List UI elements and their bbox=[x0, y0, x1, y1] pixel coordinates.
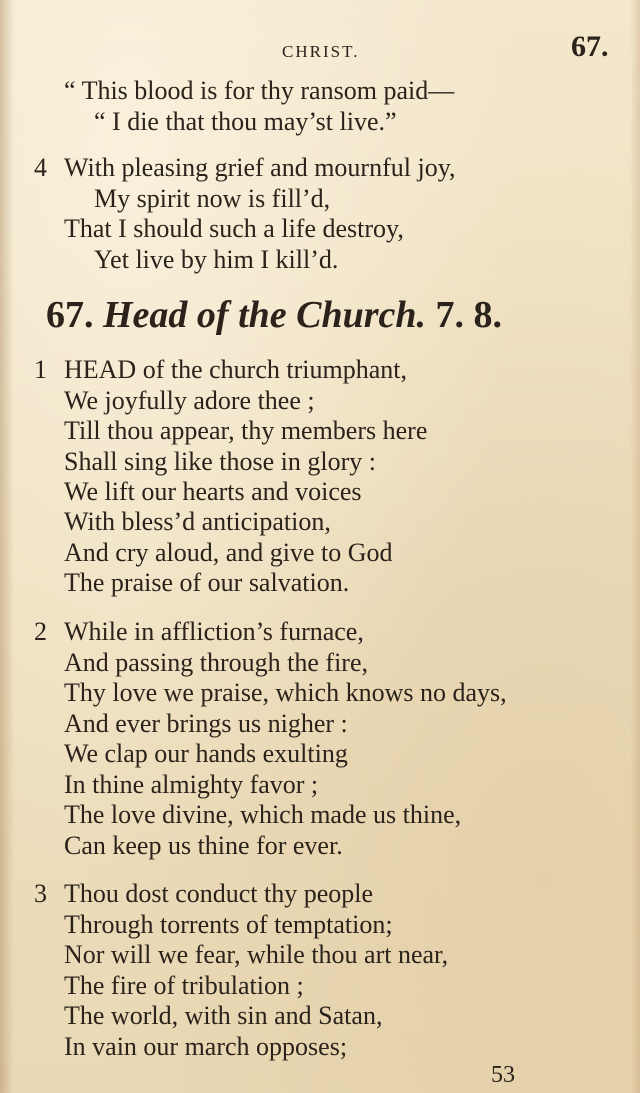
verse-line: Can keep us thine for ever. bbox=[64, 831, 343, 860]
verse-line: With pleasing grief and mournful joy, bbox=[64, 153, 456, 182]
page-edge-shadow-left bbox=[0, 0, 14, 1093]
verse-line: That I should such a life destroy, bbox=[64, 214, 404, 243]
hymn-number: 67. bbox=[46, 294, 94, 336]
verse-line: With bless’d anticipation, bbox=[64, 507, 331, 536]
verse-line: Yet live by him I kill’d. bbox=[94, 245, 339, 274]
verse-line: The love divine, which made us thine, bbox=[64, 800, 462, 829]
verse-number: 1 bbox=[34, 355, 47, 384]
verse-line: We joyfully adore thee ; bbox=[64, 386, 315, 415]
verse-line: And cry aloud, and give to God bbox=[64, 538, 393, 567]
verse-line: The praise of our salvation. bbox=[64, 568, 350, 597]
running-head: CHRIST. bbox=[282, 42, 360, 61]
verse-number: 3 bbox=[34, 879, 47, 908]
page-number-top: 67. bbox=[571, 30, 609, 63]
hymn-title-text: Head of the Church. bbox=[103, 294, 427, 336]
page-number-bottom: 53 bbox=[491, 1062, 515, 1088]
verse-line: Thou dost conduct thy people bbox=[64, 879, 374, 908]
verse-line: My spirit now is fill’d, bbox=[94, 184, 331, 213]
verse-line: Till thou appear, thy members here bbox=[64, 416, 428, 445]
verse-line: Nor will we fear, while thou art near, bbox=[64, 940, 449, 969]
verse-line: While in affliction’s furnace, bbox=[64, 617, 364, 646]
verse-line: HEAD of the church triumphant, bbox=[64, 355, 407, 384]
verse-line: The world, with sin and Satan, bbox=[64, 1001, 383, 1030]
verse-line: And ever brings us nigher : bbox=[64, 709, 348, 738]
verse-line: Through torrents of temptation; bbox=[64, 910, 393, 939]
verse-line: Thy love we praise, which knows no days, bbox=[64, 678, 507, 707]
hymn-meter: 7. 8. bbox=[435, 294, 503, 336]
verse-line: In thine almighty favor ; bbox=[64, 770, 319, 799]
verse-line: In vain our march opposes; bbox=[64, 1032, 348, 1061]
hymn-title bbox=[46, 293, 502, 337]
verse-line: And passing through the fire, bbox=[64, 648, 369, 677]
page-edge-shadow-right bbox=[630, 0, 640, 1093]
verse-number: 4 bbox=[34, 153, 47, 182]
verse-line: The fire of tribulation ; bbox=[64, 971, 304, 1000]
verse-line: We clap our hands exulting bbox=[64, 739, 348, 768]
continuation-line: “ This blood is for thy ransom paid— bbox=[64, 76, 455, 105]
verse-line: Shall sing like those in glory : bbox=[64, 447, 376, 476]
verse-line: We lift our hearts and voices bbox=[64, 477, 362, 506]
continuation-line: “ I die that thou may’st live.” bbox=[94, 107, 397, 136]
verse-number: 2 bbox=[34, 617, 47, 646]
